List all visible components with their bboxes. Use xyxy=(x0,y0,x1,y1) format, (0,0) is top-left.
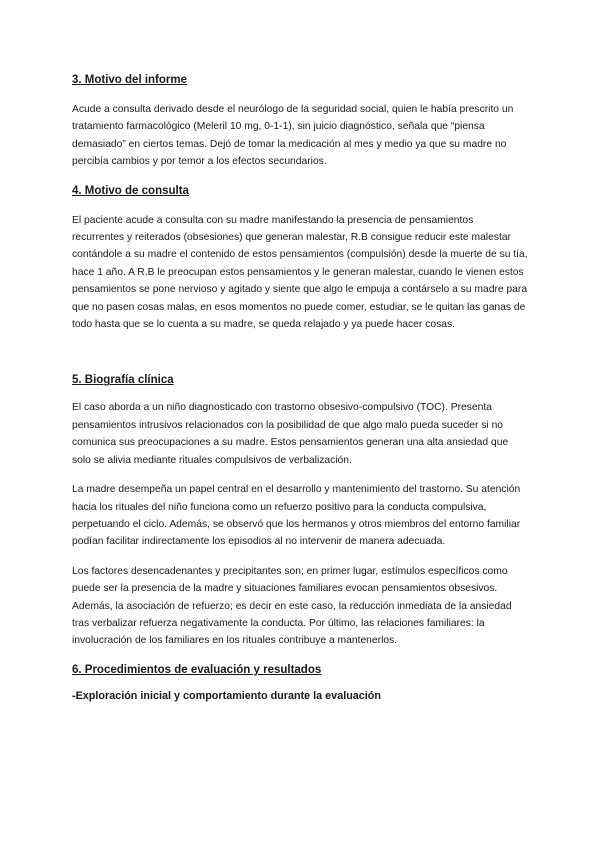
section-heading-procedimientos: 6. Procedimientos de evaluación y resultados xyxy=(72,663,322,676)
section-heading-motivo-informe: 3. Motivo del informe xyxy=(72,74,188,86)
subheading-exploracion-inicial: -Exploración inicial y comportamiento durante la evaluación xyxy=(72,689,381,702)
section-heading-biografia-clinica: 5. Biografía clínica xyxy=(72,374,174,387)
document-body xyxy=(72,73,528,703)
paragraph-biografia-3: Los factores desencadenantes y precipitantes son; en primer lugar, estímulos específicos como puede ser la presencia de la madre y situaciones familiares evocan pensamientos obsesivos. Además, la asociación de refuerzo; es decir en este caso, la reducción inmediata de la ansiedad tras verbalizar refuerza negativamente la conducta. Por último, las relaciones familiares: la involucración de los familiares en los rituales contribuye a mantenerlos. xyxy=(72,565,512,647)
section-heading-motivo-consulta: 4. Motivo de consulta xyxy=(72,184,189,197)
paragraph-motivo-consulta: El paciente acude a consulta con su madre manifestando la presencia de pensamientos recurrentes y reiterados (obsesiones) que generan malestar, R.B consigue reducir este malestar contándole a su madre el contenido de estos pensamientos (compulsión) desde la muerte de su tía, hace 1 año. A R.B le preocupan estos pensamientos y le generan malestar, cuando le vienen estos pensamientos se pone nervioso y agitado y siente que algo le empuja a contárselo a su madre para que no pasen cosas malas, en esos momentos no puede comer, estudiar, se le quitan las ganas de todo hasta que se lo cuenta a su madre, se queda relajado y ya puede hacer cosas. xyxy=(72,214,528,331)
paragraph-biografia-2: La madre desempeña un papel central en el desarrollo y mantenimiento del trastorno. Su atención hacia los rituales del niño funciona como un refuerzo positivo para la conducta compulsiva, perpetuando el ciclo. Además, se observó que los hermanos y otros miembros del entorno familiar podían facilitar indirectamente los episodios al no intervenir de manera adecuada. xyxy=(72,484,521,548)
paragraph-motivo-informe: Acude a consulta derivado desde el neurólogo de la seguridad social, quien le había prescrito un tratamiento farmacológico (Meleril 10 mg, 0-1-1), sin juicio diagnóstico, señala que “piensa demasiado” en ciertos temas. Dejó de tomar la medicación al mes y medio ya que su madre no percibía cambios y por temor a los efectos secundarios. xyxy=(72,104,514,168)
paragraph-biografia-1: El caso aborda a un niño diagnosticado con trastorno obsesivo-compulsivo (TOC). Presenta pensamientos intrusivos relacionados con la posibilidad de que algo malo pueda suceder si no comunica sus preocupaciones a su madre. Estos pensamientos generan una alta ansiedad que solo se alivia mediante rituales compulsivos de verbalización. xyxy=(72,402,509,466)
